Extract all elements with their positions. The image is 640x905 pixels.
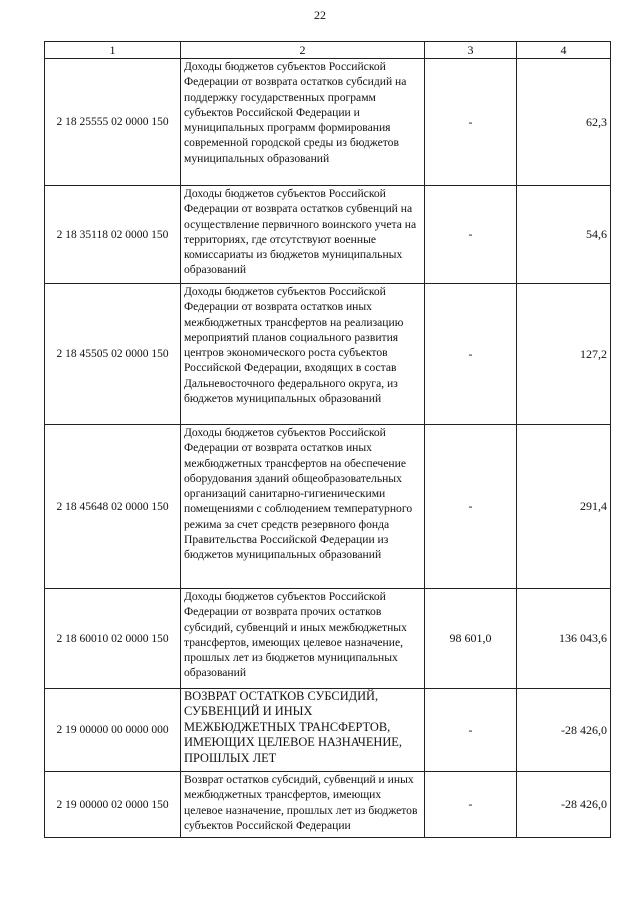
column-3-value: - — [425, 425, 517, 589]
description-cell: Доходы бюджетов субъектов Российской Федерации от возврата остатков иных межбюджетных трансфертов на реализацию мероприятий планов социального развития центров экономического роста субъектов Российской Федерации, входящих в состав Дальневосточного федерального округа, из бюджетов муниципальных образований — [181, 284, 425, 425]
column-3-value: 98 601,0 — [425, 589, 517, 689]
table-row — [45, 689, 611, 772]
column-header-3: 3 — [425, 42, 517, 59]
table-row — [45, 284, 611, 425]
column-3-value: - — [425, 186, 517, 284]
budget-code-cell: 2 18 25555 02 0000 150 — [45, 59, 181, 186]
description-cell: ВОЗВРАТ ОСТАТКОВ СУБСИДИЙ, СУБВЕНЦИЙ И ИНЫХ МЕЖБЮДЖЕТНЫХ ТРАНСФЕРТОВ, ИМЕЮЩИХ ЦЕЛЕВОЕ НАЗНАЧЕНИЕ, ПРОШЛЫХ ЛЕТ — [181, 689, 425, 772]
column-4-value: -28 426,0 — [517, 689, 611, 772]
column-4-value: 291,4 — [517, 425, 611, 589]
description-cell: Доходы бюджетов субъектов Российской Федерации от возврата остатков субвенций на осуществление первичного воинского учета на территориях, где отсутствуют военные комиссариаты из бюджетов муниципальных образований — [181, 186, 425, 284]
table-row — [45, 772, 611, 838]
budget-code-cell: 2 19 00000 00 0000 000 — [45, 689, 181, 772]
table-row — [45, 186, 611, 284]
budget-code-cell: 2 18 45505 02 0000 150 — [45, 284, 181, 425]
table-row — [45, 425, 611, 589]
column-header-1: 1 — [45, 42, 181, 59]
column-3-value: - — [425, 772, 517, 838]
table-row — [45, 59, 611, 186]
column-header-4: 4 — [517, 42, 611, 59]
table-row — [45, 589, 611, 689]
budget-code-cell: 2 18 45648 02 0000 150 — [45, 425, 181, 589]
column-4-value: 54,6 — [517, 186, 611, 284]
description-cell: Доходы бюджетов субъектов Российской Федерации от возврата прочих остатков субсидий, субвенций и иных межбюджетных трансфертов, имеющих целевое назначение, прошлых лет из бюджетов муниципальных образований — [181, 589, 425, 689]
revenue-table — [44, 41, 611, 838]
table-header-row — [45, 42, 611, 59]
budget-code-cell: 2 18 60010 02 0000 150 — [45, 589, 181, 689]
column-header-2: 2 — [181, 42, 425, 59]
column-3-value: - — [425, 59, 517, 186]
page-number: 22 — [314, 8, 326, 22]
budget-code-cell: 2 19 00000 02 0000 150 — [45, 772, 181, 838]
column-4-value: -28 426,0 — [517, 772, 611, 838]
column-4-value: 127,2 — [517, 284, 611, 425]
column-4-value: 136 043,6 — [517, 589, 611, 689]
column-3-value: - — [425, 284, 517, 425]
column-4-value: 62,3 — [517, 59, 611, 186]
description-cell: Возврат остатков субсидий, субвенций и иных межбюджетных трансфертов, имеющих целевое назначение, прошлых лет из бюджетов субъектов Российской Федерации — [181, 772, 425, 838]
column-3-value: - — [425, 689, 517, 772]
budget-code-cell: 2 18 35118 02 0000 150 — [45, 186, 181, 284]
description-cell: Доходы бюджетов субъектов Российской Федерации от возврата остатков субсидий на поддержку государственных программ субъектов Российской Федерации и муниципальных программ формирования современной городской среды из бюджетов муниципальных образований — [181, 59, 425, 186]
description-cell: Доходы бюджетов субъектов Российской Федерации от возврата остатков иных межбюджетных трансфертов на обеспечение оборудования зданий общеобразовательных организаций санитарно-гигиеническими помещениями с соблюдением температурного режима за счет средств резервного фонда Правительства Российской Федерации из бюджетов муниципальных образований — [181, 425, 425, 589]
